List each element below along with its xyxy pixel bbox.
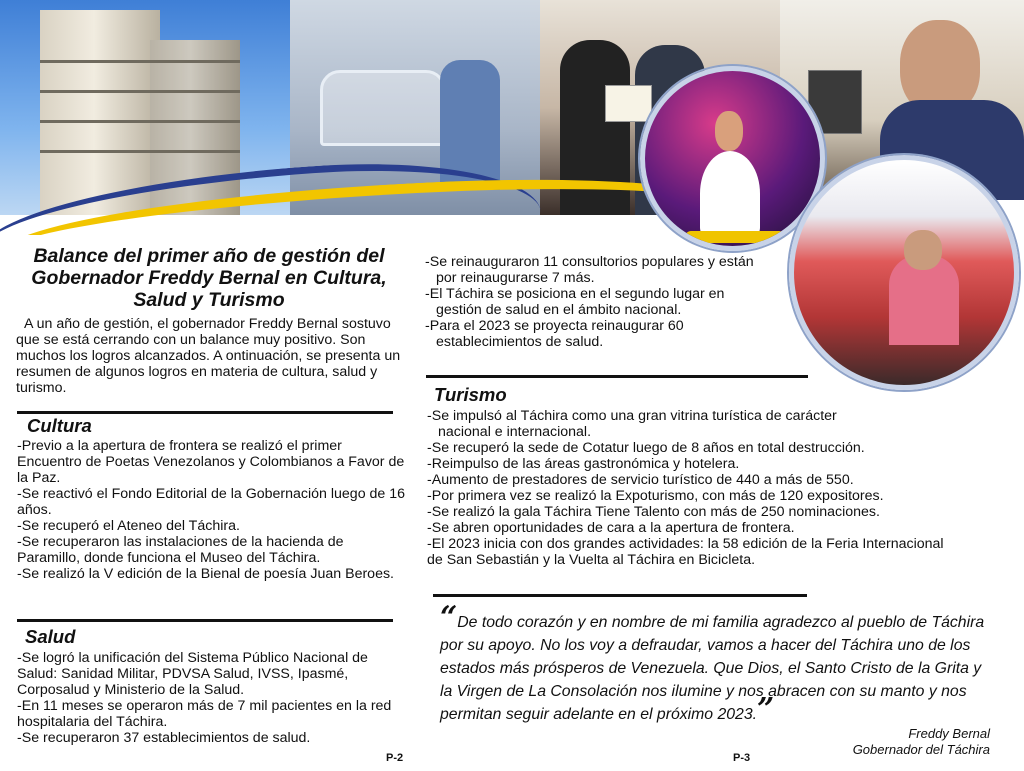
cultura-list <box>17 438 409 582</box>
list-item-cont: por reinaugurarse 7 más. <box>436 270 595 286</box>
intro-paragraph: A un año de gestión, el gobernador Freddy Bernal sostuvo que se está cerrando con un balance muy positivo. Son muchos los logros alcanzados. A ontinuación, se presenta un resumen de algunos logros en materia de cultura, salud y turismo. <box>16 316 401 396</box>
rally-photo <box>789 155 1019 390</box>
quote-author: Freddy Bernal <box>908 726 990 741</box>
turismo-rule <box>426 375 808 378</box>
cultura-rule <box>17 411 393 414</box>
quote-text: De todo corazón y en nombre de mi familia agradezco al pueblo de Táchira por su apoyo. No los voy a defraudar, vamos a hacer del Táchira uno de los estados más prósperos de Venezuela. Que Dios, el Santo Cristo de la Grita y la Virgen de La Consolación nos ilumine y nos abracen con su manto y nos permitan seguir adelante en el próximo 2023. <box>440 614 985 723</box>
page-number-left: P-2 <box>386 752 404 764</box>
quote-author-role: Gobernador del Táchira <box>852 742 990 757</box>
list-item: -Se impulsó al Táchira como una gran vitrina turística de carácter <box>427 408 837 424</box>
list-item: -Se recuperó la sede de Cotatur luego de 8 años en total destrucción. <box>427 440 865 456</box>
list-item: -Se reactivó el Fondo Editorial de la Gobernación luego de 16 años. <box>17 486 406 518</box>
list-item: -Se recuperó el Ateneo del Táchira. <box>17 518 240 534</box>
list-item: -Se reinauguraron 11 consultorios populares y están <box>425 254 754 270</box>
salud-rule <box>17 619 393 622</box>
close-quote-mark: ” <box>757 692 775 727</box>
page-number-right: P-3 <box>733 752 751 764</box>
list-item: -Por primera vez se realizó la Expoturismo, con más de 120 expositores. <box>427 488 884 504</box>
governor-quote <box>440 600 985 727</box>
dance-photo <box>640 66 825 251</box>
list-item: -En 11 meses se operaron más de 7 mil pacientes en la red hospitalaria del Táchira. <box>17 698 392 730</box>
turismo-list <box>427 408 1017 568</box>
turismo-heading: Turismo <box>434 384 507 405</box>
list-item: -El Táchira se posiciona en el segundo lugar en <box>425 286 725 302</box>
list-item-cont: gestión de salud en el ámbito nacional. <box>436 302 682 318</box>
quote-rule <box>433 594 807 597</box>
list-item: -Reimpulso de las áreas gastronómica y hotelera. <box>427 456 740 472</box>
list-item: -Para el 2023 se proyecta reinaugurar 60 <box>425 318 684 334</box>
list-item: -Se abren oportunidades de cara a la apertura de frontera. <box>427 520 795 536</box>
list-item: -Previo a la apertura de frontera se realizó el primer Encuentro de Poetas Venezolanos y Colombianos a Favor de la Paz. <box>17 438 405 486</box>
list-item: -El 2023 inicia con dos grandes actividades: la 58 edición de la Feria Internacional <box>427 536 944 552</box>
list-item: -Se recuperaron 37 establecimientos de salud. <box>17 730 311 746</box>
quote-signature <box>780 726 990 758</box>
salud-heading: Salud <box>25 626 76 647</box>
list-item: -Se logró la unificación del Sistema Público Nacional de Salud: Sanidad Militar, PDVSA Salud, IVSS, Ipasmé, Corposalud y Ministerio de la Salud. <box>17 650 368 698</box>
list-item: -Se realizó la V edición de la Bienal de poesía Juan Beroes. <box>17 566 394 582</box>
open-quote-mark: “ <box>440 600 458 635</box>
salud-continued-list <box>425 254 785 350</box>
list-item: -Se recuperaron las instalaciones de la hacienda de Paramillo, donde funciona el Museo del Táchira. <box>17 534 344 566</box>
list-item-cont: establecimientos de salud. <box>436 334 604 350</box>
list-item: -Se realizó la gala Táchira Tiene Talento con más de 250 nominaciones. <box>427 504 880 520</box>
salud-list <box>17 650 409 746</box>
cultura-heading: Cultura <box>27 415 92 436</box>
list-item-cont: nacional e internacional. <box>438 424 592 440</box>
list-item: -Aumento de prestadores de servicio turístico de 440 a más de 550. <box>427 472 854 488</box>
list-item-cont: de San Sebastián y la Vuelta al Táchira en Bicicleta. <box>427 552 756 568</box>
article-title: Balance del primer año de gestión del Gobernador Freddy Bernal en Cultura, Salud y Turismo <box>31 245 387 311</box>
